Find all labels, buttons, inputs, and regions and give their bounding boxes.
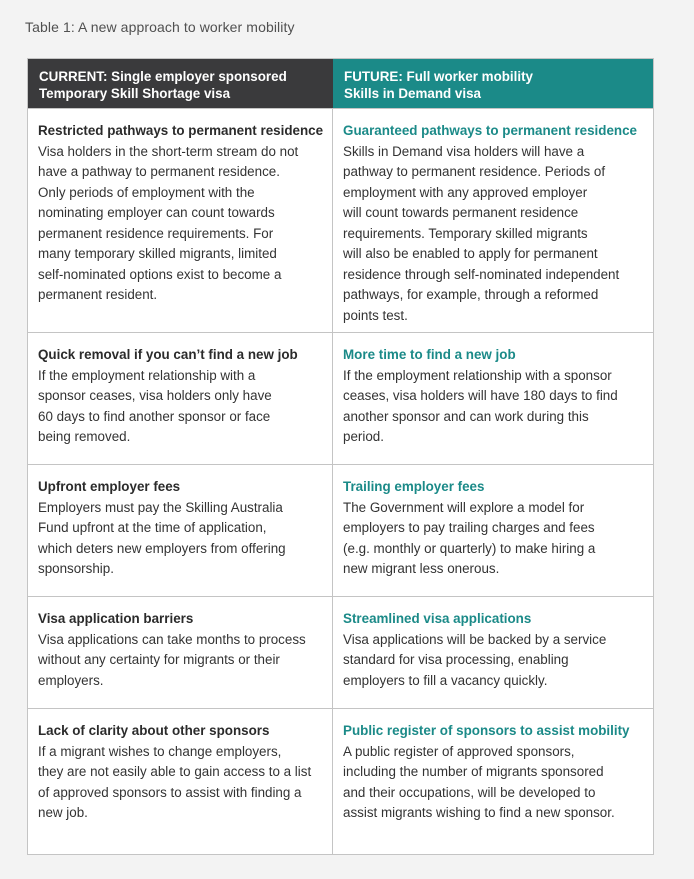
current-cell [28, 709, 333, 854]
current-body: If the employment relationship with a sponsor ceases, visa holders only have 60 days to find another sponsor or face being removed. [38, 367, 272, 444]
current-title: Visa application barriers [38, 611, 194, 626]
current-cell [28, 597, 333, 708]
header-future-line2: Skills in Demand visa [344, 85, 481, 101]
header-current [28, 59, 333, 108]
future-cell [333, 709, 653, 854]
current-title: Restricted pathways to permanent residence [38, 123, 324, 138]
header-current-line2: Temporary Skill Shortage visa [39, 85, 231, 101]
current-body: If a migrant wishes to change employers, they are not easily able to gain access to a list of approved sponsors to assist with finding a new job. [38, 743, 312, 820]
current-body: Visa applications can take months to process without any certainty for migrants or their employers. [38, 631, 306, 688]
comparison-table [27, 58, 654, 855]
current-cell [28, 465, 333, 596]
table-header-row [28, 59, 653, 108]
current-title: Lack of clarity about other sponsors [38, 723, 270, 738]
future-body: Skills in Demand visa holders will have a pathway to permanent residence. Periods of employment with any approved employer will count towards permanent residence requirements. Temporary skilled migrants will also be enabled to apply for permanent residence through self-nominated independent pathways, for example, through a reformed points test. [343, 143, 620, 323]
future-body: Visa applications will be backed by a service standard for visa processing, enabling employers to fill a vacancy quickly. [343, 631, 607, 688]
future-title: Streamlined visa applications [343, 611, 532, 626]
header-current-line1: CURRENT: Single employer sponsored [39, 69, 287, 84]
header-future-line1: FUTURE: Full worker mobility [344, 69, 533, 84]
future-cell [333, 465, 653, 596]
future-cell [333, 333, 653, 464]
future-title: Public register of sponsors to assist mobility [343, 723, 630, 738]
table-caption: Table 1: A new approach to worker mobility [25, 19, 295, 35]
current-body: Employers must pay the Skilling Australia Fund upfront at the time of application, which deters new employers from offering sponsorship. [38, 499, 286, 576]
current-cell [28, 109, 333, 332]
future-title: Trailing employer fees [343, 479, 485, 494]
future-body: If the employment relationship with a sponsor ceases, visa holders will have 180 days to find another sponsor and can work during this period. [343, 367, 618, 444]
table-row [28, 108, 653, 332]
current-body: Visa holders in the short-term stream do not have a pathway to permanent residence. Only periods of employment with the nominating employer can count towards permanent residence requirements. For many temporary skilled migrants, limited self-nominated options exist to become a permanent resident. [38, 143, 299, 302]
future-body: A public register of approved sponsors, including the number of migrants sponsored and their occupations, will be developed to assist migrants wishing to find a new sponsor. [343, 743, 615, 820]
future-title: More time to find a new job [343, 347, 516, 362]
future-cell [333, 109, 653, 332]
future-title: Guaranteed pathways to permanent residence [343, 123, 637, 138]
table-row [28, 464, 653, 596]
current-title: Quick removal if you can’t find a new job [38, 347, 298, 362]
future-body: The Government will explore a model for employers to pay trailing charges and fees (e.g. monthly or quarterly) to make hiring a new migrant less onerous. [343, 499, 596, 576]
future-cell [333, 597, 653, 708]
table-row [28, 708, 653, 854]
current-cell [28, 333, 333, 464]
current-title: Upfront employer fees [38, 479, 181, 494]
table-row [28, 332, 653, 464]
table-row [28, 596, 653, 708]
header-future [333, 59, 653, 108]
